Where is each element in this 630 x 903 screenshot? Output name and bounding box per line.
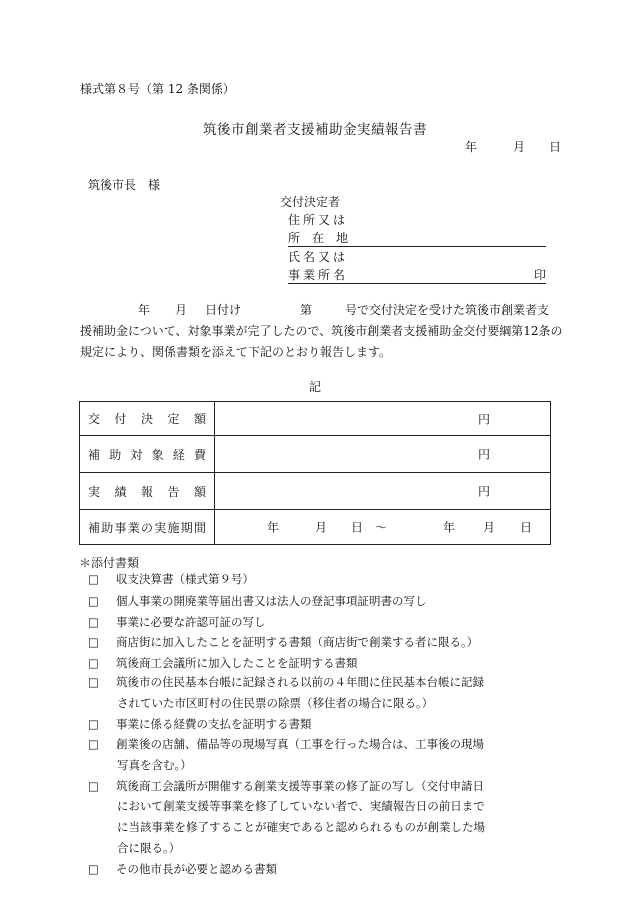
yen-unit: 円 — [478, 447, 491, 462]
attachment-text: に当該事業を修了することが確実であると認められるものが創業した場 — [117, 820, 485, 834]
ki-heading: 記 — [308, 380, 321, 394]
record-table — [79, 401, 551, 545]
period-start-month: 月 — [315, 520, 328, 535]
body-number-prefix: 第 — [300, 303, 313, 317]
checkbox-icon[interactable]: □ — [88, 779, 99, 793]
attachment-text: 写真を含む。） — [117, 758, 192, 772]
applicant-heading: 交付決定者 — [280, 195, 341, 209]
checkbox-icon[interactable]: □ — [88, 635, 99, 649]
period-end-day: 日 — [520, 520, 533, 535]
checkbox-icon[interactable]: □ — [88, 572, 99, 586]
attachment-item — [88, 614, 266, 630]
attachment-item — [88, 778, 484, 794]
body-month: 月 — [175, 303, 188, 317]
attachment-item — [88, 593, 427, 609]
checkbox-icon[interactable]: □ — [88, 615, 99, 629]
table-row — [80, 473, 551, 510]
name-label-2: 事業所名 — [288, 268, 349, 282]
period-cell[interactable] — [215, 510, 551, 545]
attachment-item-continuation — [117, 695, 433, 711]
body-line-1-rest: 号で交付決定を受けた筑後市創業者支 — [345, 303, 550, 317]
form-number: 様式第８号（第 12 条関係） — [80, 82, 235, 96]
attachment-item — [88, 655, 358, 671]
name-label-1: 氏名又は — [288, 250, 349, 264]
attachment-text: 筑後市の住民基本台帳に記録される以前の４年間に住民基本台帳に記録 — [116, 675, 484, 689]
checkbox-icon[interactable]: □ — [88, 717, 99, 731]
row-label: 実績報告額 — [80, 473, 215, 510]
address-label-row — [288, 211, 546, 228]
attachment-text: されていた市区町村の住民票の除票（移住者の場合に限る。） — [117, 696, 434, 710]
report-date — [465, 138, 561, 155]
attachment-item — [88, 861, 277, 877]
date-month: 月 — [513, 140, 526, 154]
attachment-item — [88, 634, 478, 650]
attachment-text: 収支決算書（様式第９号） — [116, 572, 254, 586]
amount-cell-decided[interactable] — [215, 402, 551, 436]
checkbox-icon[interactable]: □ — [88, 675, 99, 689]
addressee: 筑後市長 様 — [88, 178, 161, 192]
body-year: 年 — [138, 303, 151, 317]
attachment-text: 合に限る。） — [117, 841, 181, 855]
checkbox-icon[interactable]: □ — [88, 594, 99, 608]
name-label-row — [288, 248, 546, 265]
seal-mark: 印 — [533, 268, 546, 282]
checkbox-icon[interactable]: □ — [88, 656, 99, 670]
body-line-3: 規定により、関係書類を添えて下記のとおり報告します。 — [80, 345, 392, 359]
yen-unit: 円 — [478, 484, 491, 499]
yen-unit: 円 — [478, 412, 491, 426]
attachments-heading: ＊添付書類 — [79, 556, 140, 570]
attachment-text: その他市長が必要と認める書類 — [116, 862, 277, 876]
amount-cell-actual[interactable] — [215, 473, 551, 510]
attachment-text: 商店街に加入したことを証明する書類（商店街で創業する者に限る。） — [116, 635, 479, 649]
name-field[interactable] — [288, 266, 546, 284]
report-body — [80, 300, 563, 363]
row-label: 補助事業の実施期間 — [80, 510, 215, 545]
attachment-text: 事業に必要な許認可証の写し — [116, 615, 266, 629]
period-end-year: 年 — [443, 520, 456, 535]
row-label: 補助対象経費 — [80, 436, 215, 473]
table-row — [80, 402, 551, 436]
attachment-item — [88, 736, 484, 752]
attachment-item-continuation — [117, 840, 180, 856]
period-start-year: 年 — [267, 520, 280, 535]
address-label-2: 所 在 地 — [288, 231, 349, 245]
checkbox-icon[interactable]: □ — [88, 737, 99, 751]
attachment-text: 筑後商工会議所に加入したことを証明する書類 — [116, 656, 358, 670]
amount-cell-eligible[interactable] — [215, 436, 551, 473]
attachment-item-continuation — [117, 798, 485, 814]
attachment-item — [88, 674, 484, 690]
period-start-day: 日 — [351, 520, 364, 535]
body-line-2: 援補助金について、対象事業が完了したので、筑後市創業者支援補助金交付要綱第12条の — [80, 324, 563, 338]
address-label-1: 住所又は — [288, 213, 349, 227]
attachment-text: 創業後の店舗、備品等の現場写真（工事を行った場合は、工事後の現場 — [116, 737, 484, 751]
period-end-month: 月 — [483, 520, 496, 535]
address-field[interactable] — [288, 229, 546, 247]
attachment-item — [88, 716, 312, 732]
document-title: 筑後市創業者支援補助金実績報告書 — [203, 122, 427, 138]
body-dated: 日付け — [205, 303, 242, 317]
attachment-text: 事業に係る経費の支払を証明する書類 — [116, 717, 312, 731]
attachment-text: において創業支援等事業を修了していない者で、実績報告日の前日まで — [117, 799, 485, 813]
period-tilde: ～ — [375, 520, 388, 535]
attachment-item-continuation — [117, 757, 192, 773]
date-year: 年 — [465, 140, 478, 154]
row-label: 交付決定額 — [80, 402, 215, 436]
body-line-1 — [80, 300, 550, 321]
attachment-item — [88, 571, 254, 587]
attachment-item-continuation — [117, 819, 485, 835]
table-row — [80, 436, 551, 473]
attachment-text: 個人事業の開廃業等届出書又は法人の登記事項証明書の写し — [116, 594, 427, 608]
date-day: 日 — [549, 140, 562, 154]
attachment-text: 筑後商工会議所が開催する創業支援等事業の修了証の写し（交付申請日 — [116, 779, 484, 793]
checkbox-icon[interactable]: □ — [88, 862, 99, 876]
table-row — [80, 510, 551, 545]
